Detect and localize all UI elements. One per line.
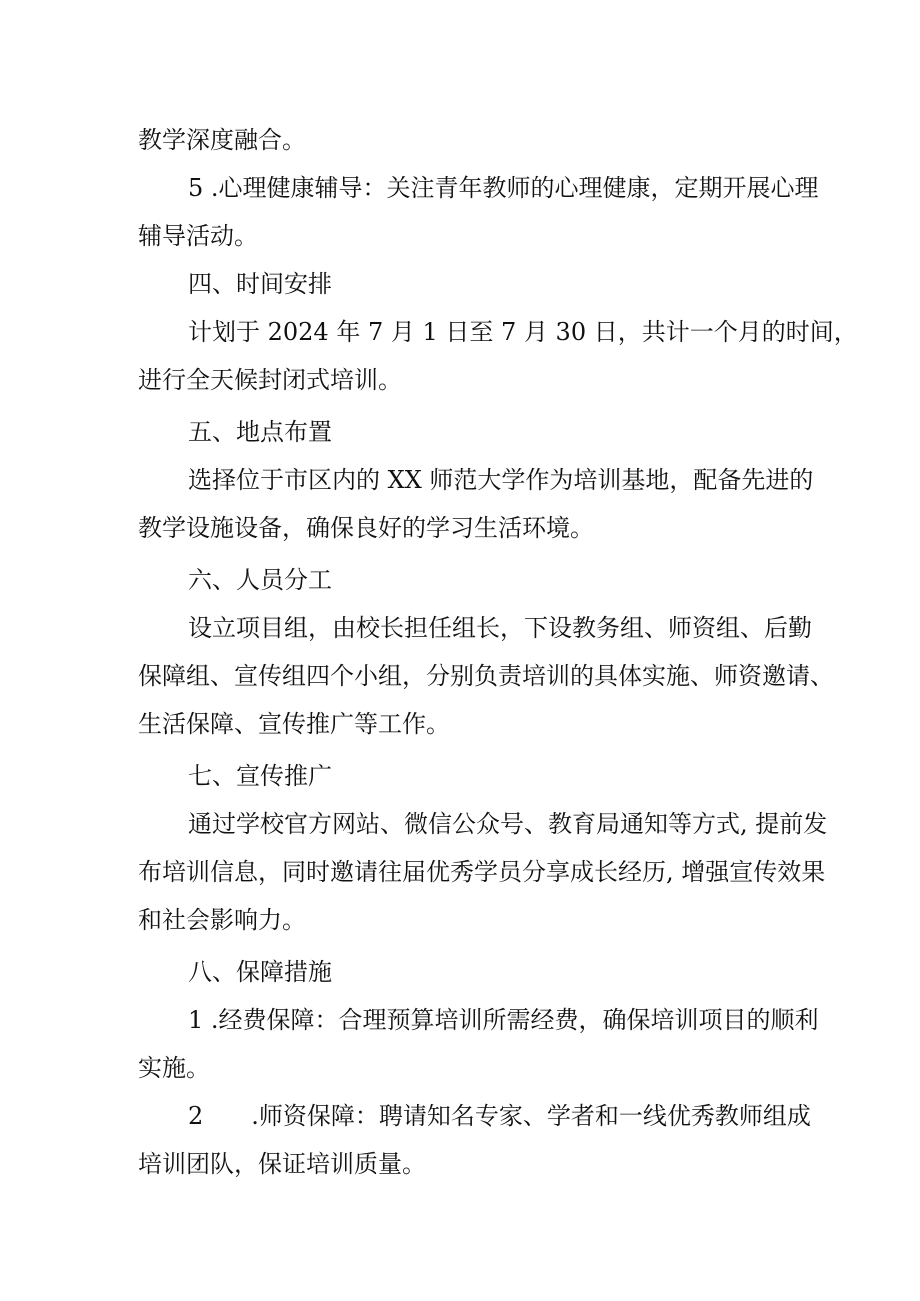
section-heading-promotion: 七、宣传推广 xyxy=(188,762,332,790)
paragraph-line: 教学设施设备，确保良好的学习生活环境。 xyxy=(138,514,594,542)
paragraph-line: 通过学校官方网站、微信公众号、教育局通知等方式, 提前发 xyxy=(188,810,828,838)
section-heading-schedule: 四、时间安排 xyxy=(188,270,332,298)
paragraph-line: 计划于 2024 年 7 月 1 日至 7 月 30 日，共计一个月的时间， xyxy=(188,318,858,346)
paragraph-line: 教学深度融合。 xyxy=(138,126,306,154)
section-heading-safeguards: 八、保障措施 xyxy=(188,958,332,986)
list-item-funding: 1 .经费保障：合理预算培训所需经费，确保培训项目的顺利 xyxy=(188,1006,819,1034)
paragraph-line: 选择位于市区内的 XX 师范大学作为培训基地，配备先进的 xyxy=(188,466,814,494)
paragraph-line: 生活保障、宣传推广等工作。 xyxy=(138,710,450,738)
paragraph-line: 实施。 xyxy=(138,1054,210,1082)
list-item-faculty: 2 .师资保障：聘请知名专家、学者和一线优秀教师组成 xyxy=(188,1102,811,1130)
paragraph-line: 布培训信息，同时邀请往届优秀学员分享成长经历, 增强宣传效果 xyxy=(138,858,826,886)
paragraph-line: 和社会影响力。 xyxy=(138,906,306,934)
paragraph-line: 保障组、宣传组四个小组，分别负责培训的具体实施、师资邀请、 xyxy=(138,662,834,690)
list-item-mental-health: 5 .心理健康辅导：关注青年教师的心理健康，定期开展心理 xyxy=(188,174,819,202)
section-heading-staffing: 六、人员分工 xyxy=(188,566,332,594)
paragraph-line: 进行全天候封闭式培训。 xyxy=(138,366,402,394)
paragraph-line: 培训团队，保证培训质量。 xyxy=(138,1150,426,1178)
section-heading-location: 五、地点布置 xyxy=(188,418,332,446)
paragraph-line: 辅导活动。 xyxy=(138,222,258,250)
paragraph-line: 设立项目组，由校长担任组长，下设教务组、师资组、后勤 xyxy=(188,614,812,642)
